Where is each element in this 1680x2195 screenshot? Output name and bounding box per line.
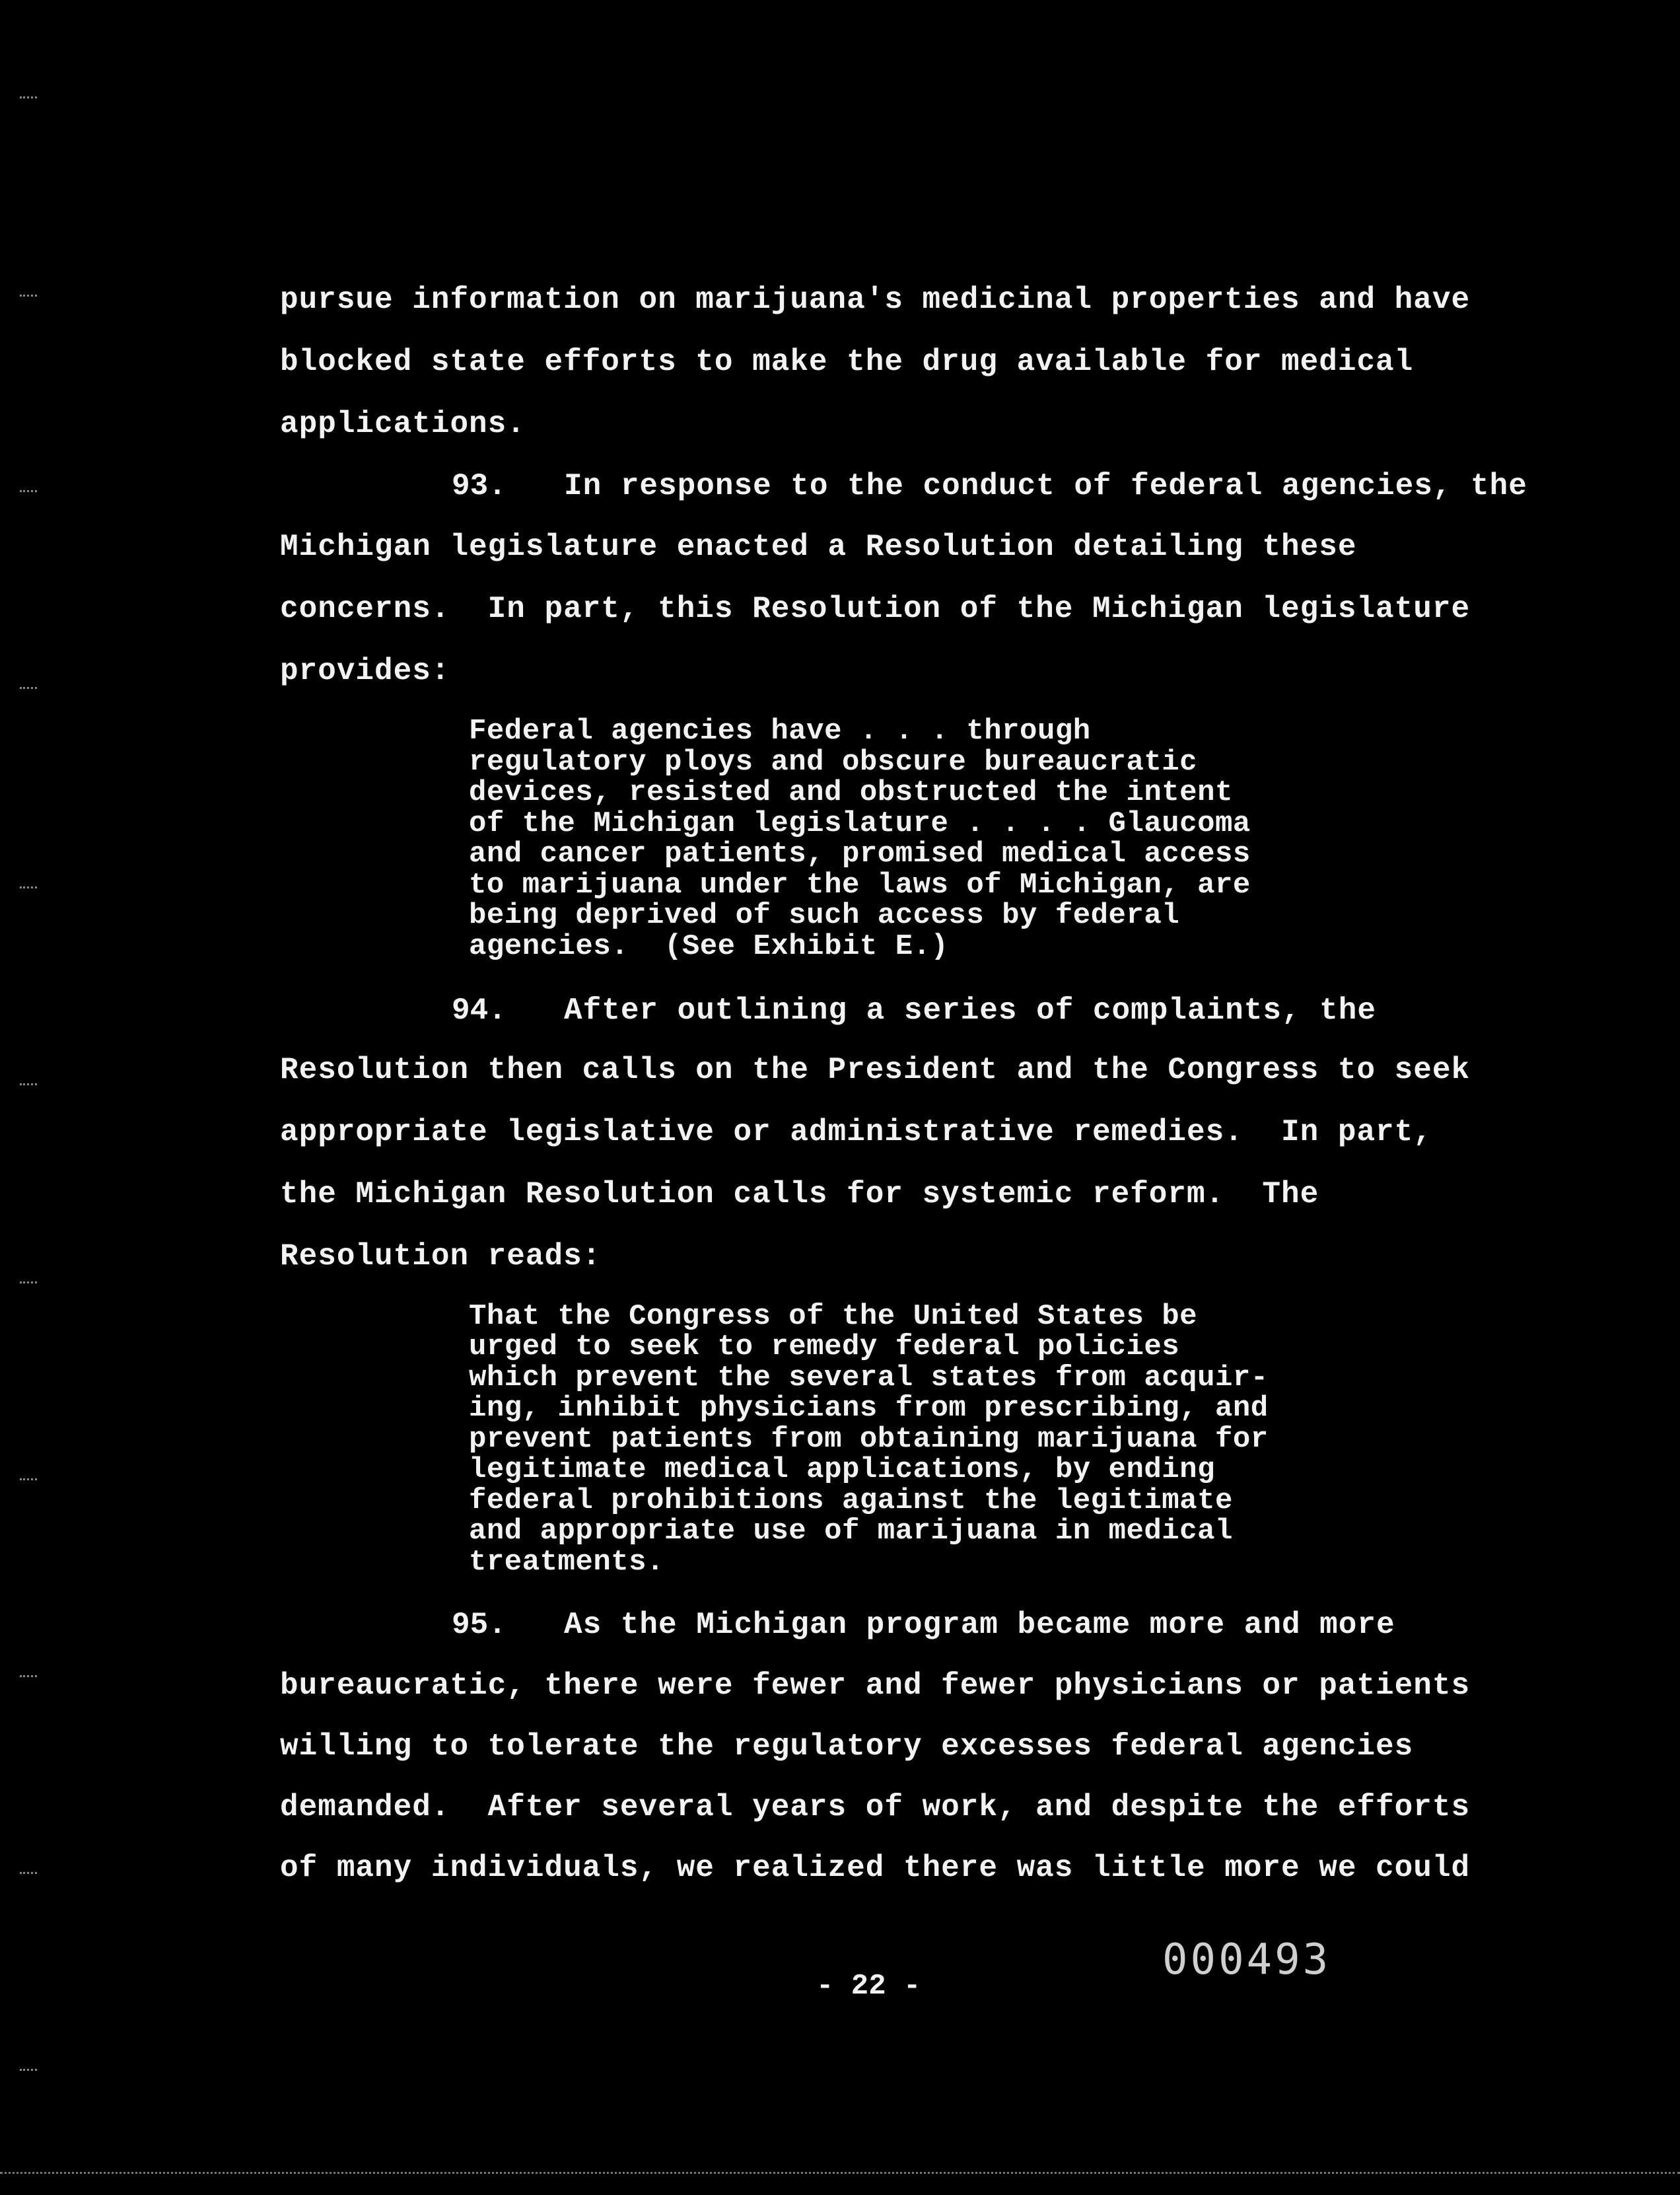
block-quote-line: That the Congress of the United States be: [469, 1300, 1198, 1333]
margin-mark: [20, 1083, 37, 1092]
block-quote-line: of the Michigan legislature . . . . Glaucoma: [469, 807, 1251, 840]
body-line: provides:: [280, 654, 450, 688]
block-quote-line: legitimate medical applications, by ending: [469, 1453, 1215, 1486]
block-quote-line: prevent patients from obtaining marijuana for: [469, 1423, 1269, 1456]
margin-mark: [20, 490, 37, 499]
body-line: demanded. After several years of work, and despite the efforts: [280, 1790, 1471, 1824]
scan-edge: [0, 2172, 1680, 2177]
block-quote-line: to marijuana under the laws of Michigan, are: [469, 869, 1251, 902]
body-line: Resolution reads:: [280, 1239, 602, 1274]
block-quote-line: which prevent the several states from acquir-: [469, 1361, 1269, 1394]
body-line: of many individuals, we realized there was little more we could: [280, 1851, 1471, 1885]
body-line: In response to the conduct of federal agencies, the: [564, 469, 1527, 503]
body-line: pursue information on marijuana's medicinal properties and have: [280, 283, 1471, 317]
body-line: As the Michigan program became more and more: [564, 1608, 1395, 1642]
bates-number: 000493: [1162, 1935, 1331, 1984]
body-line: blocked state efforts to make the drug available for medical: [280, 345, 1414, 379]
paragraph-number: 95.: [452, 1608, 507, 1642]
margin-mark: [20, 1281, 37, 1290]
body-line: After outlining a series of complaints, the: [564, 993, 1376, 1028]
block-quote-line: and cancer patients, promised medical access: [469, 838, 1251, 871]
block-quote-line: regulatory ploys and obscure bureaucratic: [469, 746, 1198, 779]
margin-mark: [20, 886, 37, 895]
body-line: Michigan legislature enacted a Resolution detailing these: [280, 530, 1357, 564]
margin-mark: [20, 2069, 37, 2077]
body-line: bureaucratic, there were fewer and fewer physicians or patients: [280, 1669, 1471, 1703]
paragraph-number: 93.: [452, 469, 507, 503]
block-quote-line: and appropriate use of marijuana in medical: [469, 1515, 1233, 1548]
body-line: willing to tolerate the regulatory excesses federal agencies: [280, 1729, 1414, 1764]
block-quote-line: being deprived of such access by federal: [469, 899, 1180, 932]
body-line: appropriate legislative or administrative remedies. In part,: [280, 1115, 1432, 1149]
paragraph-number: 94.: [452, 993, 507, 1028]
margin-mark: [20, 1478, 37, 1487]
body-line: Resolution then calls on the President and the Congress to seek: [280, 1053, 1471, 1087]
block-quote-line: ing, inhibit physicians from prescribing, and: [469, 1392, 1269, 1425]
body-line: concerns. In part, this Resolution of the Michigan legislature: [280, 592, 1471, 626]
margin-mark: [20, 295, 37, 303]
body-line: applications.: [280, 407, 526, 441]
block-quote-line: treatments.: [469, 1546, 664, 1579]
block-quote-line: agencies. (See Exhibit E.): [469, 930, 949, 963]
block-quote-line: Federal agencies have . . . through: [469, 715, 1091, 748]
margin-mark: [20, 1675, 37, 1684]
page-number: - 22 -: [816, 1970, 921, 2003]
block-quote-line: devices, resisted and obstructed the intent: [469, 776, 1233, 809]
margin-mark: [20, 687, 37, 696]
margin-mark: [20, 96, 37, 105]
block-quote-line: urged to seek to remedy federal policies: [469, 1330, 1180, 1363]
body-line: the Michigan Resolution calls for systemic reform. The: [280, 1177, 1319, 1211]
block-quote-line: federal prohibitions against the legitimate: [469, 1484, 1233, 1517]
margin-mark: [20, 1872, 37, 1881]
